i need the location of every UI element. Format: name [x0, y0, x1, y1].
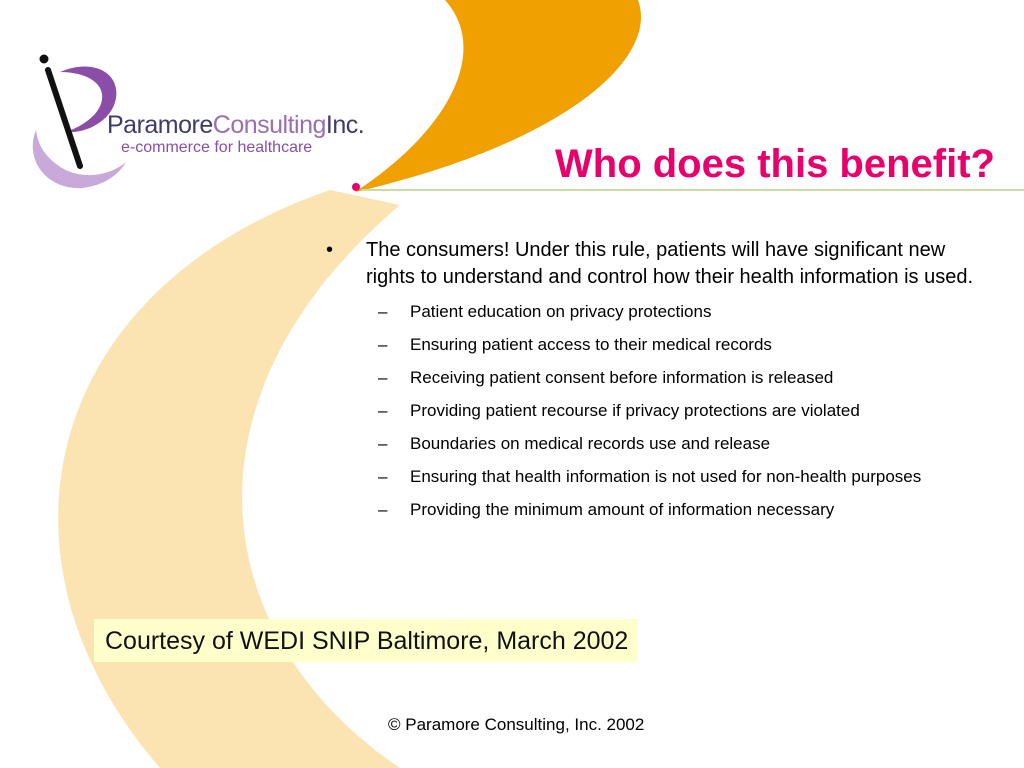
sub-bullet-item: [326, 465, 976, 488]
sub-bullet-item: [326, 300, 976, 323]
sub-bullet-text: Receiving patient consent before information is released: [410, 368, 834, 387]
logo-name-consulting: Consulting: [212, 111, 326, 139]
logo-name-inc: Inc.: [325, 111, 365, 139]
sub-bullet-item: [326, 366, 976, 389]
slide-content: [326, 237, 976, 531]
main-bullet: [326, 237, 976, 291]
logo-name-paramore: Paramore: [107, 111, 213, 139]
dash-mark: –: [378, 500, 388, 519]
dash-mark: –: [378, 434, 388, 453]
sub-bullet-text: Providing patient recourse if privacy protections are violated: [410, 401, 860, 420]
bullet-mark: •: [326, 239, 334, 261]
dash-mark: –: [378, 401, 388, 420]
dash-mark: –: [378, 368, 388, 387]
sub-bullet-item: [326, 498, 976, 521]
sub-bullet-text: Ensuring patient access to their medical records: [410, 335, 772, 354]
logo-tagline: e-commerce for healthcare: [121, 139, 313, 156]
dash-mark: –: [378, 302, 388, 321]
slide-title: Who does this benefit?: [555, 142, 995, 186]
copyright-footer: © Paramore Consulting, Inc. 2002: [388, 715, 645, 734]
sub-bullet-item: [326, 333, 976, 356]
sub-bullet-text: Boundaries on medical records use and release: [410, 434, 771, 453]
sub-bullet-list: [326, 300, 976, 521]
sub-bullet-text: Providing the minimum amount of information necessary: [410, 500, 835, 519]
sub-bullet-text: Ensuring that health information is not used for non-health purposes: [410, 467, 922, 486]
logo-wordmark: [107, 113, 364, 138]
dash-mark: –: [378, 335, 388, 354]
sub-bullet-item: [326, 432, 976, 455]
courtesy-note: Courtesy of WEDI SNIP Baltimore, March 2002: [94, 619, 638, 662]
dash-mark: –: [378, 467, 388, 486]
main-bullet-text: The consumers! Under this rule, patients will have significant new rights to understand and control how their health information is used.: [366, 239, 974, 288]
sub-bullet-item: [326, 399, 976, 422]
sub-bullet-text: Patient education on privacy protections: [410, 302, 712, 321]
